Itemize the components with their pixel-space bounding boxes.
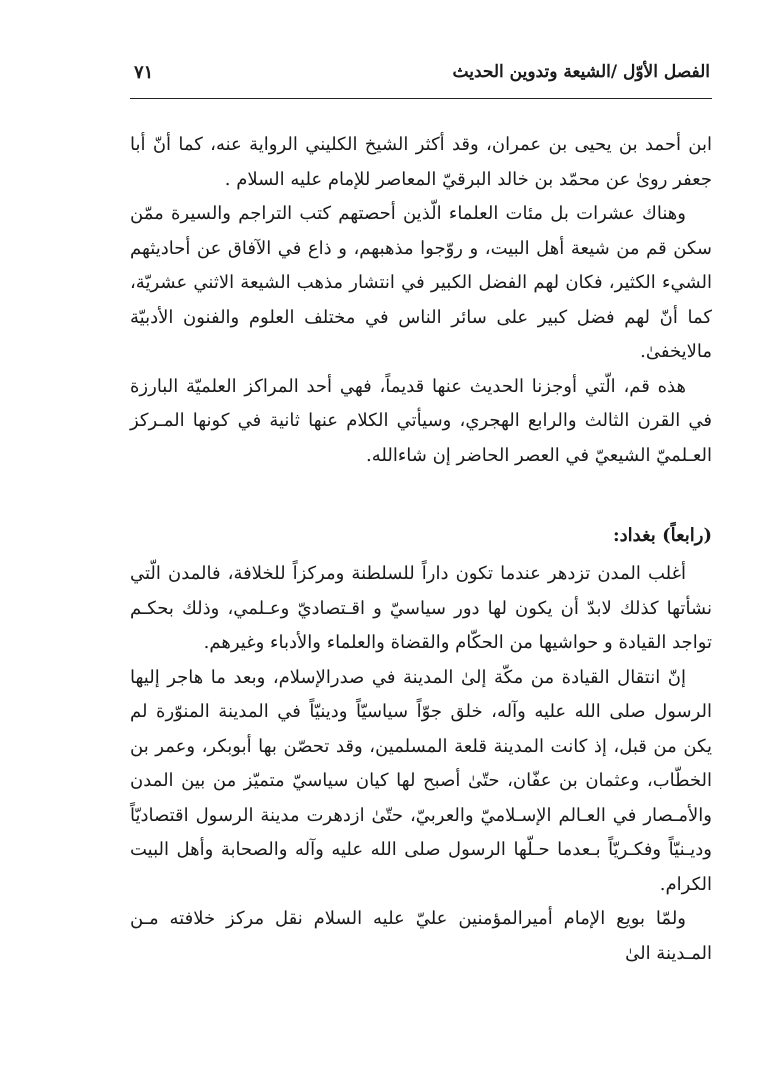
body-text xyxy=(130,128,712,971)
paragraph: أغلب المدن تزدهر عندما تكون داراً للسلطنة ومركزاً للخلافة، فالمدن الّتي نشأتها كذلك لابدّ أن يكون لها دور سياسيّ و اقـتصاديّ وعـلمي، وذلك بحكـم تواجد القيادة و حواشيها من الحكّام والقضاة والعلماء والأدباء وغيرهم. xyxy=(130,563,712,653)
running-header xyxy=(130,58,710,94)
paragraph-continuation: ابن أحمد بن يحيى بن عمران، وقد أكثر الشيخ الكليني الرواية عنه، كما أنّ أبا جعفر رویٰ عن محمّد بن خالد البرقيّ المعاصر للإمام عليه السلام . xyxy=(130,134,712,190)
section-heading: (رابعاً) بغداد: xyxy=(613,525,712,546)
running-title: الفصل الأوّل /الشيعة وتدوين الحديث xyxy=(452,62,710,82)
page-number: ٧١ xyxy=(134,62,154,83)
header-rule xyxy=(130,98,712,99)
paragraph: وهناك عشرات بل مئات العلماء الّذين أحصتهم كتب التراجم والسيرة ممّن سكن قم من شيعة أهل البيت، و روّجوا مذهبهم، و ذاع في الآفاق عن أحاديثهم الشيء الكثير، فكان لهم الفضل الكبير في انتشار مذهب الشيعة الاثني عشريّة، كما أنّ لهم فضل كبير على سائر الناس في مختلف العلوم والفنون الأدبيّة مالايخفىٰ. xyxy=(130,203,712,362)
paragraph: ولمّا بويع الإمام أميرالمؤمنين عليّ عليه السلام نقل مركز خلافته مـن المـدينة الىٰ xyxy=(130,908,712,964)
paragraph: هذه قم، الّتي أوجزنا الحديث عنها قديماً، فهي أحد المراكز العلميّة البارزة في القرن الثالث والرابع الهجري، وسيأتي الكلام عنها ثانية في كونها المـركز العـلميّ الشيعيّ في العصر الحاضر إن شاءالله. xyxy=(130,375,712,466)
paragraph: إنّ انتقال القيادة من مكّة إلىٰ المدينة في صدرالإسلام، وبعد ما هاجر إليها الرسول صلى الله عليه وآله، خلق جوّاً سياسيّاً ودينيّاً في المدينة المنوّرة لم يكن من قبل، إذ كانت المدينة قلعة المسلمين، وقد تحصّن بها أبوبكر، وعمر بن الخطّاب، وعثمان بن عفّان، حتّىٰ أصبح لها كيان سياسيّ متميّز من بين المدن والأمـصار في العـالم الإسـلاميّ والعربيّ، حتّىٰ ازدهرت مدينة الرسول اقتصاديّاً وديـنيّاً وفكـريّاً بـعدما حـلّها الرسول صلى الله عليه وآله والصحابة وأهل البيت الكرام. xyxy=(130,666,712,895)
section-spacer xyxy=(130,473,712,519)
